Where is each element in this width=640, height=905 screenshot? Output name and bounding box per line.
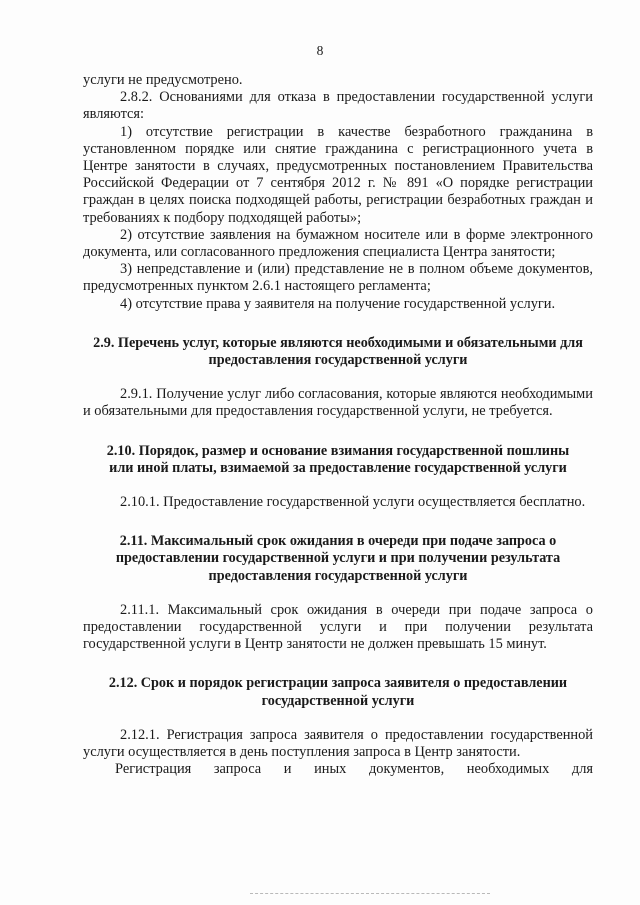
paragraph-2-8-2: 2.8.2. Основаниями для отказа в предоставлении государственной услуги являются:	[83, 89, 593, 123]
section-heading-2-11: 2.11. Максимальный срок ожидания в очереди при подаче запроса о предоставлении государственной услуги и при получении результата предоставления государственной услуги	[115, 533, 561, 584]
section-heading-2-10: 2.10. Порядок, размер и основание взимания государственной пошлины или иной платы, взимаемой за предоставление государственной услуги	[106, 442, 570, 476]
section-heading-2-9: 2.9. Перечень услуг, которые являются необходимыми и обязательными для предоставления государственной услуги	[93, 334, 583, 369]
list-item-2: 2) отсутствие заявления на бумажном носителе или в форме электронного документа, или согласованного предложения специалиста Центра занятости;	[83, 226, 593, 261]
section-heading-2-12: 2.12. Срок и порядок регистрации запроса заявителя о предоставлении государственной услуги	[108, 675, 568, 709]
list-item-4: 4) отсутствие права у заявителя на получение государственной услуги.	[120, 295, 556, 312]
paragraph-2-11-1: 2.11.1. Максимальный срок ожидания в очереди при подаче запроса о предоставлении государственной услуги и при получении результата государственной услуги в Центр занятости не должен превышать 15 минут.	[83, 601, 593, 653]
list-item-1: 1) отсутствие регистрации в качестве безработного гражданина в установленном порядке или снятие гражданина с регистрационного учета в Центре занятости в случаях, предусмотренных постановлением Правительства Российской Федерации от 7 сентября 2012 г. № 891 «О порядке регистрации граждан в целях поиска подходящей работы, регистрации безработных граждан и требованиях к подбору подходящей работы»;	[83, 123, 593, 226]
page-number: 8	[316, 43, 324, 58]
list-item-3: 3) непредставление и (или) представление не в полном объеме документов, предусмотренных пунктом 2.6.1 настоящего регламента;	[83, 261, 593, 295]
paragraph-continuation: услуги не предусмотрено.	[83, 72, 243, 88]
document-body	[83, 72, 593, 779]
paragraph-2-12-1: 2.12.1. Регистрация запроса заявителя о предоставлении государственной услуги осуществляется в день поступления запроса в Центр занятости.	[83, 726, 593, 761]
paragraph-2-10-1: 2.10.1. Предоставление государственной услуги осуществляется бесплатно.	[120, 494, 586, 511]
bottom-edge-line	[250, 893, 490, 894]
paragraph-registration: Регистрация запроса и иных документов, необходимых для	[115, 761, 593, 778]
paragraph-2-9-1: 2.9.1. Получение услуг либо согласования, которые являются необходимыми и обязательными для предоставления государственной услуги, не требуется.	[83, 386, 593, 420]
